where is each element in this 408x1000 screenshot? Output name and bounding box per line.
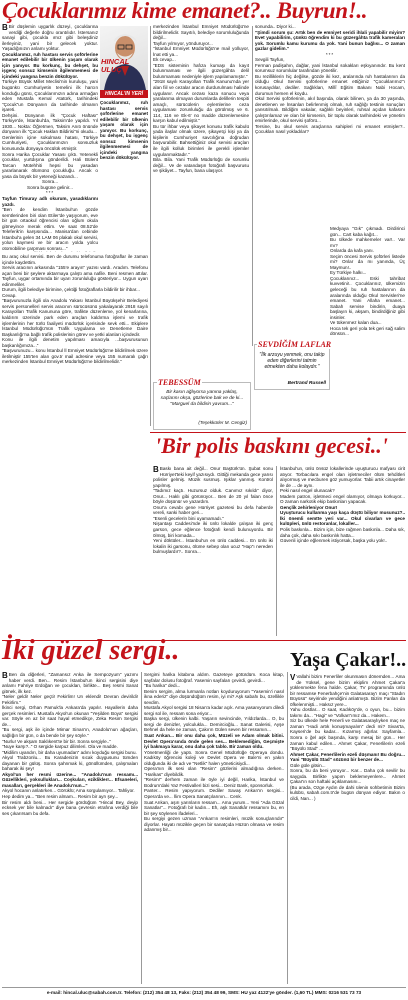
- middle-paragraph: Bu tür ihbar veya şikayet konusu trafik kabulü yada ilaşlar olmak üzere, şikayetçi kişi ya da kişilerin Cumhuriyet savcılığına doğrudan başvurabilir. Bahsettiğiniz okul servisi araçları ile ilgili kolluk birimleri ile gerekli işlemler uygulanmaktadır.": [153, 123, 249, 157]
- cakar-paragraph: Siz bu ülkede hele Fenerli ve Galatasaraylıyken maç ne zaman "Hadi artık konuşmayalım" dedi mi? Sivas'ta, Kayseri'de bu kadar... Kızarmış ağırlar. Sayfamla... Sonra o ğel aşk başında, karşı mesaj bir gün... Her zaman kabul edilen... Ahmet Çakar, Fenerlilerin ezeli "Büyülü Stad" ...: [290, 718, 405, 752]
- section3-column-2: [144, 672, 284, 984]
- tebessum-title: TEBESSÜM: [158, 378, 201, 387]
- left-column: [2, 24, 98, 252]
- section2-paragraph: Onur'a cevabı gene Hürriyet gazetesi bu defa haberde vereli, sanki haber geri...: [153, 504, 273, 516]
- cakar-paragraph: Ahmet Çakar, Fenerlilerin ezeli düşmanı! Bu doğru... Yani "Büyülü Stad" sözünü bir benzer de...: [290, 751, 405, 763]
- right-paragraph: Ferman padişahın, dağlar, yani İstanbul sokakları eşkıyanındır. Bu kent sorumsuz sorumlular tarafından yönetilir.: [255, 62, 405, 74]
- cakar-paragraph: V Vallahi bizim Fenerliler okunmasın dönemden... Ama de Yüksel, gene bizim ekiplim Ahmet Çakar'a yüklenmekte fena halde. Çakar, TV programında ünlü bir ressamse Fenerbahçe'nin Galatasaray'ı maçı "Stadın Büyüsü" seyirinde yendiğini anlatmıştı. Bizim Fanları da öfkelenmişti... Haksız yere...: [290, 674, 405, 707]
- right2-paragraph: Ve tükenmez kalan dua...: [330, 320, 382, 326]
- cakar-paragraph: Güle güle gitsin...: [290, 762, 326, 768]
- left-paragraph: Dehşini. Dünyanın ilk "Çocuk Haftası" Türkiye'de, İstanbul'da, Taksim'de yapıldı. Yıl 1930... Nokta: Öğretmen, Taksim Anıtı önünde dünyanın ilk "Çocuk Hakları Bildirisi"ni okudu...: [2, 112, 98, 135]
- middle-paragraph: "2918 sayılı Karayolları Trafik Kanunu'nda yer alan fiil ve cezalar aracın durdurulması halinde uygulanır. Ancak cezası kaza sonucu veya yaralanma olmayan durumlarda delillerin tespiti amaçlı, sürücülerin eylemlerine ceza uygulaması zorunluluğu da görülmüş ve 6. 114, 116 ve Ek-6' no madde düzenlemesine karşın kabul edilmiştir.": [153, 79, 249, 124]
- right-paragraph: Bu rezilliklerin hiç değilse, gözde iki kez, aralarında ruh hastalarının da olduğu Okul Servisi şoförlerine emanet ettiğimiz "Çocuklarımız"ı korusaydılar, dediler. Sağlıkları, Millî Eğitim Bakanı Nabi Hocam, durumun hemen el koydu.: [255, 73, 405, 96]
- section2-paragraph: Madem patron, işletmeci engel olamıyor, olmaya korkuyor... O zaman narkotik ekip baskınları yapacak.: [280, 493, 405, 505]
- left2-paragraph: "Başvurunuzu... konu İstanbul İl Emniyet Müdürlüğü'ne bildirilmek üzere iletilmiştir 155'ten alan gov.tr mail adresine veya 155 numaralı çağrı merkezinden İstanbul Emniyet Müdürlüğü'ne bildirilmelidir.": [2, 348, 148, 365]
- middle-paragraph: Tayfun yılmıyor, yönduruyor...: [153, 40, 213, 46]
- right2-paragraph: Bu ülkede mahkemeler var!.. Var mı?: [330, 237, 405, 248]
- right-paragraph: sonunda.. Diyor ki...: [255, 24, 296, 29]
- column-divider: [276, 466, 277, 636]
- right-column-lower: [330, 226, 405, 426]
- right-paragraph: Sevgili Tayfun,: [255, 57, 285, 63]
- middle-paragraph: "EDS sisteminin hafıza kumaşı da kayıt bulunmaması ve ilgili güzergâhta delil bulunmaması nedeniyle işlem yapılamamıştır.": [153, 62, 249, 79]
- sevdigim-laflar-quote: "İlk arzuyu yenmek, onu takip eden diğerlerini tatmin etmekten daha kolaydır.": [259, 352, 325, 370]
- author-name-overlay: HINCAL ULUÇ: [101, 57, 130, 74]
- left-paragraph: Sonra Harika Çocuklar Yasası çıktı. Yetenekli çocuklar, yurtdışına gönderildi. Hali Bülent Tarcan Mütehhiti hepsi bu yasadan yararlanarak ölümünü çocukluğu. Ancak o yasa da büyük bir yeteneği kazandı...: [2, 151, 98, 179]
- section3-right-column: [290, 674, 405, 984]
- middle-paragraph: "İstanbul Emniyet Müdürlüğü'ne mail yolluyor, İnat etti ya...: [153, 46, 249, 57]
- cakar-paragraph: Yahu dostlar... O saat, Kadıköy'de, o oyun, bu... bizim takımı da... "Hagi" ve "Volkan"ımız da... Hakem...: [290, 707, 405, 718]
- left2-paragraph: Konu ile ilgili denetim yapılması amacıyla ...başvurusunun başkanlığımıza...": [2, 337, 148, 348]
- sergi-paragraph: Sergimi harika kitabına aldım. Gazeteye götürdüm. Koca kitap, sayfalar dolusu fotoğraf. Yasemin sayfaları çevirdi, gevirdi...: [144, 672, 284, 683]
- sergi-paragraph: Hep dedim ya... "Ben resim almam... Resim bir ayrı şey...: [2, 794, 119, 800]
- author-photo: [100, 26, 148, 90]
- right-column: [255, 24, 405, 224]
- sergi-paragraph: Yönetmenliği de yaptı. Sonra Genel Müdürlüğe Operaya dondu. Kadıköy öğrencisi koleji ve Devlet Opera ve Bale'ni en yakın olduğunda iki de adı ve "Netlik" halen yöneticisiydi...: [144, 749, 284, 766]
- section2-paragraph: "Esenli gecelerin bini uyamamadı.": [153, 515, 224, 521]
- right2-paragraph: Medyaya "Gık" çıkmadı. Dirdirinci gün... Cart kaba kağıt...: [330, 226, 405, 237]
- sergi-paragraph: "Resim!" derhem zaman ile öyle iyi değil, Harika, İstanbul ve Bodrum'daki Yaz Festivalleri bizi sesi... Deniz Bank, sponsorluk.: [144, 777, 284, 788]
- drop-cap: B: [153, 466, 159, 474]
- section2-paragraph: Nişantaşı Caddesi'nde iki ünlü lokalde çalışan iki genç garson, gece eğlence fotoğrafı kendi bulunuyordu. Bir ölmüş, biri komada...: [153, 521, 273, 538]
- side-paragraph: Çocuklarımız, ruh hastası servis şoförlerine emanet edilebilir bir ülkenin yaşam olarak için yanıyor. Bu korkunç, bu dehşet, bu işgenç sonsuz kimsenin ilgilenmemesi de içindeki yangına benzin dökülüyor.: [100, 100, 148, 161]
- footer-contact: e-mail: hincal.uluc@sabah.com.tr. Telefon: (212) 354 48 13, Faks: (212) 354 48 99, SMS: HU yaz 4122'ye gönder. (1,60 TL) MMS: 0216 531 73 73: [2, 987, 406, 998]
- section2-paragraph: İstanbul'un, ünlü önsüz lokallerinde uyuşturucu mafyası cirit atıyor. Torbacılara engel olan işletmeciler ölüm tehditleri alıyormuş ve mecburen göz yumuyorlar. Tabii artık cinayetler ile de ... de aynı.: [280, 466, 405, 488]
- sevdigim-laflar-box: [254, 340, 332, 390]
- tebessum-source: (Teşekkürler M. Cengiz): [198, 420, 247, 425]
- column-divider: [252, 26, 253, 346]
- column-divider: [150, 26, 151, 426]
- right-paragraph: "Şimdi sorum şu: Artık ben de emniyet seridi ihlali yapabilir miyim? Evet yapabilirim, çünkü öğrendim ki bu güzergâhta trafik kameraları yok. Sorumlu kamu kurumu da yok. Yani bunun bağlısı... O zaman gazlar gidelim.": [255, 29, 405, 52]
- cakar-paragraph: (Bu arada, Ozge Aydın de dahi ülenin sohbetimin Bizim kulübü, sabah.com.tr'de bugün dünyan ediyor. Bakın o cildi, Nan... ): [290, 784, 405, 802]
- left-column-side: [100, 100, 148, 252]
- section2-right-column: [280, 466, 405, 638]
- sevdigim-laflar-source: Bertrand Russell: [287, 381, 326, 386]
- left-paragraph: Genlerinin içine sokulması hatası, Türkiye Cumhuriyeti, Çocuklarımızın sonsuzluk konusunda dünyaya öncülük etmiştir.: [2, 134, 98, 152]
- sergi-paragraph: İkinci sergi, Orhan Pamuk'la Ankara'da yapılır. Hayallerin daha gerçek resimleri. Mustafa Akyol'un okunan "Yeşilden Boya" sergisi var. Söyle en az bir saat hayal etmedikçe, Zeka Resim Sergisi de...: [2, 705, 138, 727]
- tebessum-quote: Bir kasın ağlıyorsa yanına yaklaş, saçlarını okşa, gözlerine bak ve de ki... "Marguel da bildirin yavrum...": [160, 390, 244, 407]
- sergi-paragraph: Panter... Resim yapıyorum. Dediler Savaş Arıkan'ın sergisi... Opera'da ve... İlim Opera Sanatçılarının... Cenk.: [144, 788, 284, 800]
- sergi-paragraph: Bu sergiyi gezen uzman "Arıkan'ın resimleri, müzik sonuçlarındır" diyorlar. Hayatı müzikle geçen bir sanatçıda Hüzün olmasa ve resim adanmış bir...: [144, 816, 284, 833]
- left2-paragraph: Servis aracının arkasında "155'e arayın" yazısı vardı. Aradım. Telefonu açan beni bir şeylere aktarmaya çalıştı ama nafile. Beni resmen attılar. Tayfun, uygar ortamında bir uyarı zorunluluğu gösteriyor... Uygun uyarı edinmeliler.: [2, 265, 148, 287]
- left-paragraph: Tayfun Timuray adlı okurum, yasadıklarını yazdı.: [2, 195, 98, 207]
- sergi-paragraph: "Bu sergi, aşk ile içinde Mimar Sinan'ın, Anadolu'nun ağaçları, sağlığın bir gün, o da bende bir şey söyle.": [2, 727, 138, 739]
- right2-paragraph: Çocuklarınız... Eski tahribat kuvvetini!.. Çocuklarınız, ülkemizin geleceği bu ruh hastalarının da aralarında olduğu Okul Servisleri'ne emanet. Yani Allaha emanet... Sabah servise bindirin, duaya başlayın ki, akşam, bindirdiğiniz gibi insinler.: [330, 275, 405, 320]
- sergi-paragraph: "Bu harika" dedi...: [144, 683, 181, 689]
- section3-right-headline: Yaşa Çakar!..: [290, 649, 407, 671]
- tebessum-box: [153, 378, 251, 430]
- separator-stars: ***: [45, 190, 55, 196]
- section2-paragraph: Yeni döktüler... İstanbul'un en ünlü caddesi... En ünlü iki lokalin iki garsonu, ölüme sebep olan ucuz "Hap"ı nereden bulmuşlardır?.. Sonra...: [153, 538, 273, 555]
- section2-paragraph: Peki nasıl engel olunacak?: [280, 488, 335, 494]
- left-paragraph: [2, 251, 98, 252]
- sergi-paragraph: Akyol Trabzonlu... Bu Karadenizin sıcak duygusunu tümden dayanan bir gülüş. Sonra şahnmak ki, gönüllümden, çalışmaları baharak iki şey!: [2, 755, 138, 772]
- sevdigim-laflar-title: SEVDİĞİM LAFLAR: [258, 340, 332, 349]
- right2-paragraph: Ey Türkiye halkı...: [330, 270, 367, 276]
- column-divider: [141, 672, 142, 984]
- section2-paragraph: Gençlik zehirleniyor Onur!: [280, 504, 338, 510]
- sergi-paragraph: Bir resim aldı beni... Her sergide gördüğüm "Hincal Bey, deyip ecksek yer bile kalmadı" diye bana çevresin etrafına verdiği bile ses çıkarırsam bu defa.: [2, 799, 138, 816]
- section2-paragraph: B Baskı bana ait değil... Onur Baştürk'ün. Şubat sonu Hürriyet'teki keyif yazısıydı. Gittiği mekanda gece yarısı polisler gelmiş. Müzik susmuş. Işıklar yanmış. Kontrol yapılmış.: [153, 466, 273, 488]
- left2-paragraph: Durum, ilgili belediye birimine, çektiği fotoğraflarla bildirilir bir ihbar...: [2, 287, 140, 293]
- section2-paragraph: Güvenli içinde eğlenmek istiyorsak, başka yolu yok!..: [280, 538, 388, 544]
- left-paragraph: Sonra...: [41, 179, 59, 185]
- sergi-paragraph: Mustafa Akyol sergisi 18 Nisan'a kadar açık. Ama yasanıyorum diledi sergi sol ile, ressam sona eriyor...: [144, 705, 284, 716]
- right-paragraph: Tersine, bu okul servis araçlarına sahipleri mi emanet etmişler?.. Çocukları nasıl yokladılar?: [255, 123, 405, 135]
- section3-headline: İki güzel sergi..: [2, 635, 180, 666]
- column-divider: [287, 672, 288, 984]
- sergi-paragraph: "Neler geldi! Neler geçti! Fekirlim! Un eklendi! Devran devirildi! Fekirlim.": [2, 694, 138, 705]
- right2-paragraph: Seçim öncesi Servis şoförleri listede mi? Onlar da mı yanında, Üç Maymun!..: [330, 253, 405, 270]
- sergi-paragraph: Opera'nın ilk sesi olan "Resim" gözlerini almadığına derken.. "Harikas" diyebildik.: [144, 766, 284, 777]
- section2-headline: 'Bir polis baskını gecesi..': [155, 433, 388, 458]
- sergi-paragraph: Akyol'un her resmi üzerine... "Anadolu'nun ressamı... Güzellikleri, yoksullukları... Coşkuları, ezikliklerr... Efsaneleri, masalları, gerçekleri ile Anadolu'nun...": [2, 771, 138, 788]
- sergi-paragraph: Suat Arıkan... Bir onu daha çok, Müzeli ve Adam olmak bitini. Devlet Opera'sında önde gelen ses... Beklemediğim, Geçmişte iyi bakmaya karar, onu daha çok tablo. Bir zaman oldu.: [144, 733, 284, 750]
- middle-paragraph: Bila. Bila. Yani Trafik Müdürlüğü de sorumlu değil... Ve de vatandaşın fotoğrafı başvurusu ve şikâyet... Tayfun, bana ulaşıyor.: [153, 157, 249, 174]
- main-headline: Çocuklarımız kime emanet?.. Buyrun!..: [2, 0, 368, 23]
- section2-paragraph: "Tadımız kaçtı. Huzursuz olduk. Canımız sıkıldı" diyor, Onur... Haklı gibi görünüyor... Ben de 20 yıl falan önce böyle düşünür ve yazardım.: [153, 488, 273, 505]
- sergi-paragraph: Başka sergi, ülkenin kalbi. Yaşarın sevincinde, Yıldızlarda... O, bu sergi de denizler, yolculukla... Demircioğlu... Sanat Galerisi, Ayşe Behnel da hele ne zaman, Çakırın Gülen seven bir ressamın...: [144, 716, 284, 733]
- sergi-paragraph: Benim sergim, alma lurmanla notları koyduruyorum "Yasemin'i nasıl ikna ederiz" diye düşündüğüm resim, iyi mi? Aşk sabahı bu, özellikle sevdim.: [144, 688, 284, 705]
- middle-column: [153, 24, 249, 374]
- left2-paragraph: Cevap.: [2, 292, 17, 298]
- left-paragraph: B Bir düşlemin uygarlık düzeyi, çocuklarına verdiği değerle doğru orantılıdır. İstersanız sanayi gibi, çocukla ırnız gibi beleşdiniz ilerleyiniz, yani bir gelecek yoktur. Yaşadığınızın anlamı yoktur.: [2, 24, 98, 52]
- left-paragraph: "Ben de kendim İstanbul'un gözde semtlerinden biri olan Etiler'de yaşıyorum, eve bir gün ortaokul öğrencisi olan oğlum okula gitmeyince merak ettim. Ve saat 08.52'de Teleferik'in karşısında... Manisa'dan cebinde İstanbul'a gelen 34 LAM 06 plakalı okul servisi, yolun kaymesi ve bir aracın yolda yolcu otomobiline çarpması sonrası...": [2, 207, 98, 251]
- right2-paragraph: Hoca tek geri yola tek geri sağ salim dönsün...: [330, 325, 405, 337]
- sergi-paragraph: "Nuye karşı?.." O sergide karpuz dilimleri. Ola ve madde.: [2, 744, 118, 750]
- left2-paragraph: Bu araç okul servisi. Ben de durumu telefonuma fotoğraflar ile zaman içinde kaydettim.: [2, 254, 148, 265]
- sergi-paragraph: B Ben da diğerleri, "Zamansız Anka ile Sempozyum" yazımı haber verdi. Ben... Resim İstanbul'un ikinci sergisini diye anlamı Fahriye Erdoğan ve çocukları, birlikte... Beş resmi Sanat gitmek, ilk kez.: [2, 672, 138, 694]
- separator-stars: ***: [325, 51, 335, 57]
- right-paragraph: Okul Servisi şoförlerinin, akıl başında, olarak bilinen, ya da 30 yaşında, denetlenen ve İnsanları belirlenmiş olmalı, ruh sağlığı testinin sonuçları yansıtılmalı. Bildiğim vakalar, sağlıklı beyinleri, ruhsal açıdan kafasını çalıştırılamaz ve olan bir kimsenin, bir toplu olarak tarihindeki ve yönetim emirlerinde, okul servisi şoförü...: [255, 96, 405, 124]
- middle-paragraph: Ek cevap...: [153, 57, 176, 63]
- right2-paragraph: Onlarda da kafa yanı.: [330, 248, 374, 254]
- sergi-paragraph: Akyol hocanın anlatırken... Görüklü; Ama sorgulamıyor... Tahliyor.: [2, 788, 135, 794]
- author-caption: HINCAL'IN YERİ: [100, 90, 148, 98]
- section2-paragraph: Polis baskınla... Bizim için, bize rağmen baskınla... Daha sık, daha çok, daha sıkı baskınlık hatta...: [280, 527, 405, 538]
- section2-paragraph: Uyuşturucu kullanma yaşı kaça düştü biliyor musunuz?.. İki önemli semtte yeri var... Okul civarları ve gece kulüpleri, ünlü restoranlar, lokaller...: [280, 510, 405, 527]
- left-paragraph: Türkiye Büyük Millet Meclisi'nin kuruluşu, yani bugünkü Cumhuriyetin temelini ilk harcın konduğu günü, Çocuklarımızın adına armağan eden Mustafa Kemal Atatürk, tarihindeki "Çocuk"un Dünyanın da tarihinde olmanın işareti.: [2, 79, 98, 113]
- drop-cap: B: [2, 24, 8, 32]
- left-column-lower: [2, 254, 148, 640]
- sergi-paragraph: "Nurlu! Ve akşam Saklıkent'te bir bir. Sonra sergiyle..": [2, 738, 111, 744]
- drop-cap: B: [2, 672, 8, 680]
- sergi-paragraph: Suat Arıkan, aşırı yarınların ressam... Ama yurum... Yeni "Ada Gözal Sanatlar"... Fotoğrafı bir kadın... Eh, aşk Sanatkâr ressamını bu, en bir şey söylenen ifadeleri...: [144, 799, 284, 816]
- middle-paragraph: merkezinden İstanbul Emniyet Müdürlüğü'ne bildirilmelidir. Sayıtılı, belediye sorumluluğunda değil...: [153, 24, 249, 41]
- sergi-paragraph: "Midilim uyandırı, bir daha uyumadan" adını koyduğu sergisi bunu.: [2, 749, 137, 755]
- left-paragraph: Sonra bugüne gelinir...: [27, 184, 73, 190]
- left2-paragraph: "Başvurunuzla ilgili ola Anadolu Yakası İstanbul Büyükşehir Belediyesi servis personelleri servis aracının sürücüsünü yakalayarak 2918 sayılı Karayolları Trafik Kanununa göre, trafikte düzenleme, yol kenarlarına, kaldırım üzerinde park eden araçları kaldırma işlemi ve trafik işlemlerinin her türlü faaliyeti müdürlük içerisinde sevk etti... Ekiplere İstanbul Müdürlüğü'nün Trafik Uygulama ve Denetleme Daire Başkanlığı'na bağlı trafik polislerinin görev ve yetki alanları içindedir.: [2, 298, 148, 337]
- section3-column-1: [2, 672, 138, 984]
- left-paragraph: Çocuklarımız, ruh hastası servis şoförlerine emanet edilebilir bir ülkenin yaşam olarak için yanıyor. Bu korkunç, bu dehşet, bu işgenç sonsuz kimsenin ilgilenmemesi de içindeki yangına benzin dökülüyor.: [2, 51, 98, 79]
- drop-cap: V: [290, 674, 296, 682]
- cakar-paragraph: Sonra, bu da beni yoruyor... Kar... Daha çok sevilir bu saygıda. Birlikte yapım beklemeyenlere... Ahmet Çakar'ın son haftaki açıklamasını...: [290, 768, 405, 785]
- section2-left-column: [153, 466, 273, 638]
